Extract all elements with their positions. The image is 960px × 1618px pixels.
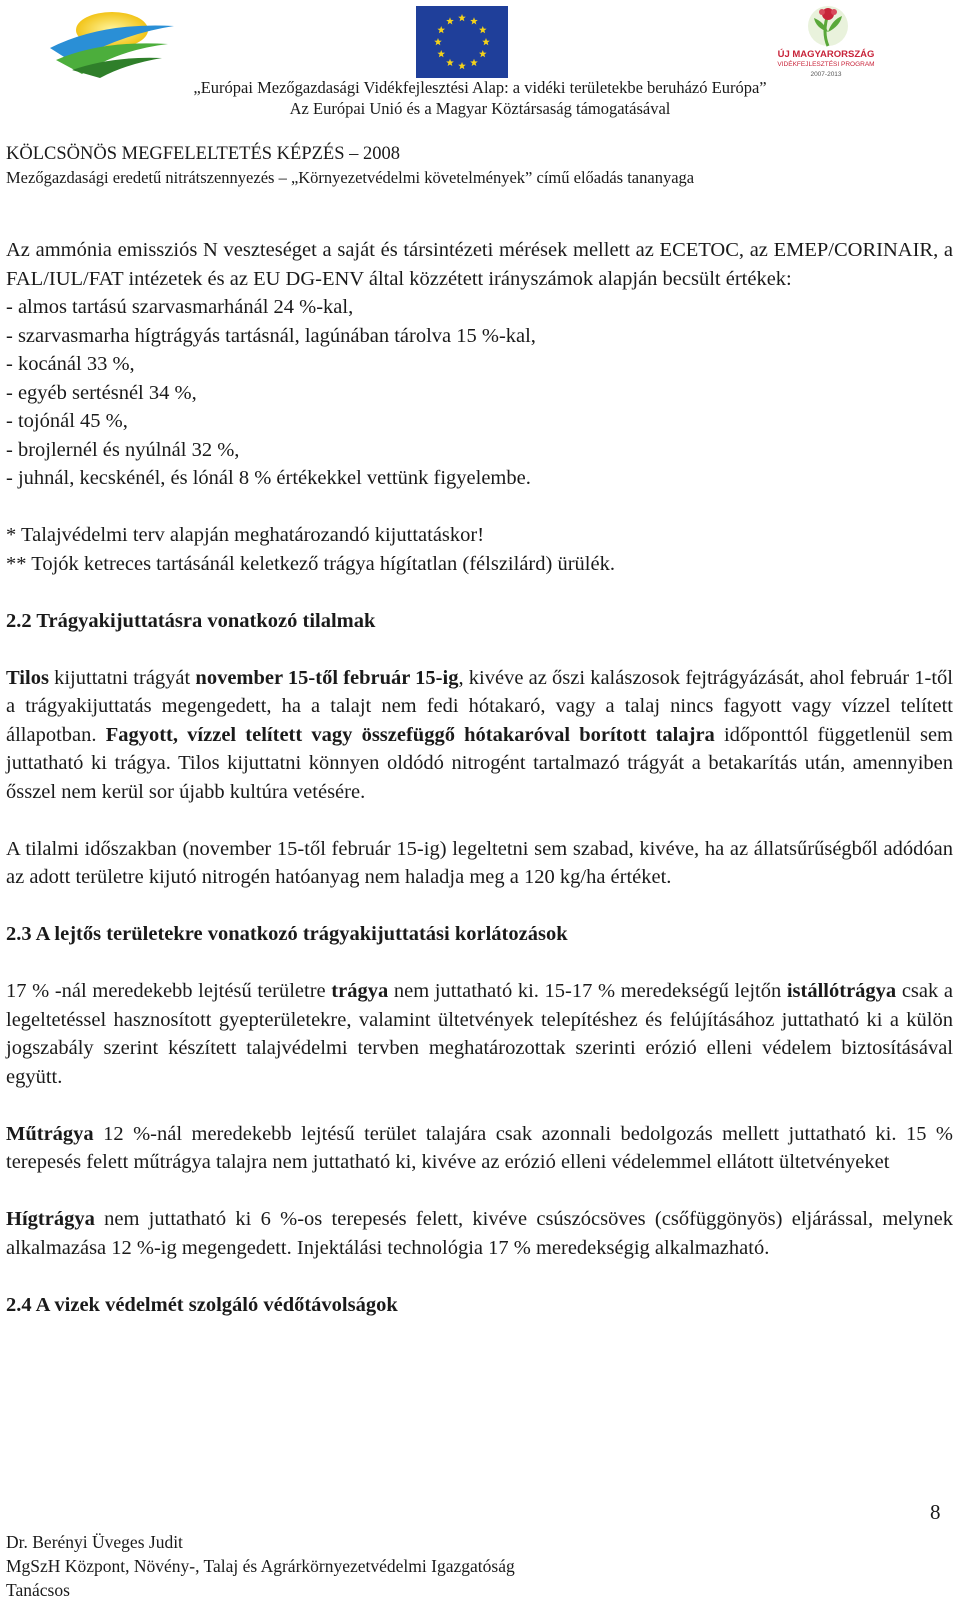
note-2: ** Tojók ketreces tartásánál keletkező trágya hígítatlan (félszilárd) ürülék. — [6, 552, 615, 575]
logo-right-caption — [772, 50, 880, 80]
list-item: - almos tartású szarvasmarhánál 24 %-kal, — [6, 296, 354, 318]
note-1: * Talajvédelmi terv alapján meghatározandó kijuttatáskor! — [6, 524, 485, 546]
list-item: - kocánál 33 %, — [6, 353, 135, 375]
eu-flag-logo — [416, 6, 508, 78]
section-heading-2-3: 2.3 A lejtős területekre vonatkozó trágyakijuttatási korlátozások — [6, 923, 568, 945]
list-item: - brojlernél és nyúlnál 32 %, — [6, 438, 240, 461]
intro-paragraph: Az ammónia emissziós N veszteséget a saját és társintézeti mérések mellett az ECETOC, az EMEP/CORINAIR, a FAL/IUL/FAT intézetek és az EU DG-ENV által közzétett irányszámok alapján becsült értékek: — [6, 239, 953, 290]
page-number: 8 — [930, 1500, 941, 1524]
paragraph-tilos: Tilos kijuttatni trágyát november 15-től február 15-ig, kivéve az őszi kalászosok fejtrágyázását, ahol február 1-től a trágyakijuttatás megengedett, ha a talajt nem fedi hótakaró, vagy a talaj nincs fagyott vagy vízzel telített állapotban. Fagyott, vízzel telített vagy összefüggő hótakaróval borított talajra időponttól függetlenül sem juttatható ki trágya. Tilos kijuttatni könnyen oldódó nitrogént tartalmazó trágyát a betakarítás után, amennyiben ősszel nem kerül sor újabb kultúra vetésére. — [6, 666, 954, 803]
paragraph-mutragya: Műtrágya 12 %-nál meredekebb lejtésű terület talajára csak azonnali bedolgozás mellett juttatható ki. 15 % terepesés felett műtrágya talajra nem juttatható ki, kivéve az erózió elleni védelemmel ellátott ültetvényeket — [6, 1122, 953, 1173]
paragraph-hígtragya: Hígtrágya nem juttatható ki 6 %-os terepesés felett, kivéve csúszócsöves (csőfüggönyös) eljárással, melynek alkalmazása 12 %-ig megengedett. Injektálási technológia 17 % meredekségig alkalmazható. — [6, 1208, 953, 1259]
funding-line-2: Az Európai Unió és a Magyar Köztársaság támogatásával — [289, 99, 671, 118]
document-title: KÖLCSÖNÖS MEGFELELTETÉS KÉPZÉS – 2008 — [6, 144, 401, 164]
list-item: - egyéb sertésnél 34 %, — [6, 381, 197, 404]
list-item: - szarvasmarha hígtrágyás tartásnál, lagúnában tárolva 15 %-kal, — [6, 324, 536, 347]
paragraph-tilalmi-idoszak: A tilalmi időszakban (november 15-től február 15-ig) legeltetni sem szabad, kivéve, ha az állatsűrűségből adódóan az adott területre kijutó nitrogén hatóanyag nem haladja meg a 120 kg/ha értéket. — [6, 837, 953, 888]
section-heading-2-2: 2.2 Trágyakijuttatásra vonatkozó tilalmak — [6, 609, 376, 632]
footer-institution: MgSzH Központ, Növény-, Talaj és Agrárkörnyezetvédelmi Igazgatóság — [6, 1556, 515, 1576]
logo-right-subtitle: VIDÉKFEJLESZTÉSI PROGRAM — [777, 61, 875, 68]
section-heading-2-4: 2.4 A vizek védelmét szolgáló védőtávolságok — [6, 1293, 398, 1316]
paragraph-lejtes: 17 % -nál meredekebb lejtésű területre trágya nem juttatható ki. 15-17 % meredekségű lejtőn istállótrágya csak a legeltetéssel hasznosított gyepterületekre, valamint ültetvények telepítéshez és felújításához juttatható ki a külön jogszabály szerint készített talajvédelmi tervben meghatározottak szerinti erózió elleni védelem biztosításával együtt. — [6, 980, 953, 1088]
list-item: - tojónál 45 %, — [6, 410, 128, 432]
funding-line-1: „Európai Mezőgazdasági Vidékfejlesztési Alap: a vidéki területekbe beruházó Európa” — [193, 78, 767, 97]
footer-author: Dr. Berényi Üveges Judit — [6, 1532, 183, 1552]
logo-right-title: ÚJ MAGYARORSZÁG — [777, 49, 875, 60]
left-logo — [42, 4, 182, 78]
main-content — [6, 236, 953, 1319]
logo-right-years: 2007-2013 — [810, 71, 842, 78]
list-item: - juhnál, kecskénél, és lónál 8 % értékekkel vettünk figyelembe. — [6, 467, 531, 489]
document-subtitle: Mezőgazdasági eredetű nitrátszennyezés – „Környezetvédelmi követelmények” című előadás tananyaga — [6, 168, 695, 187]
footer-role: Tanácsos — [6, 1580, 70, 1600]
